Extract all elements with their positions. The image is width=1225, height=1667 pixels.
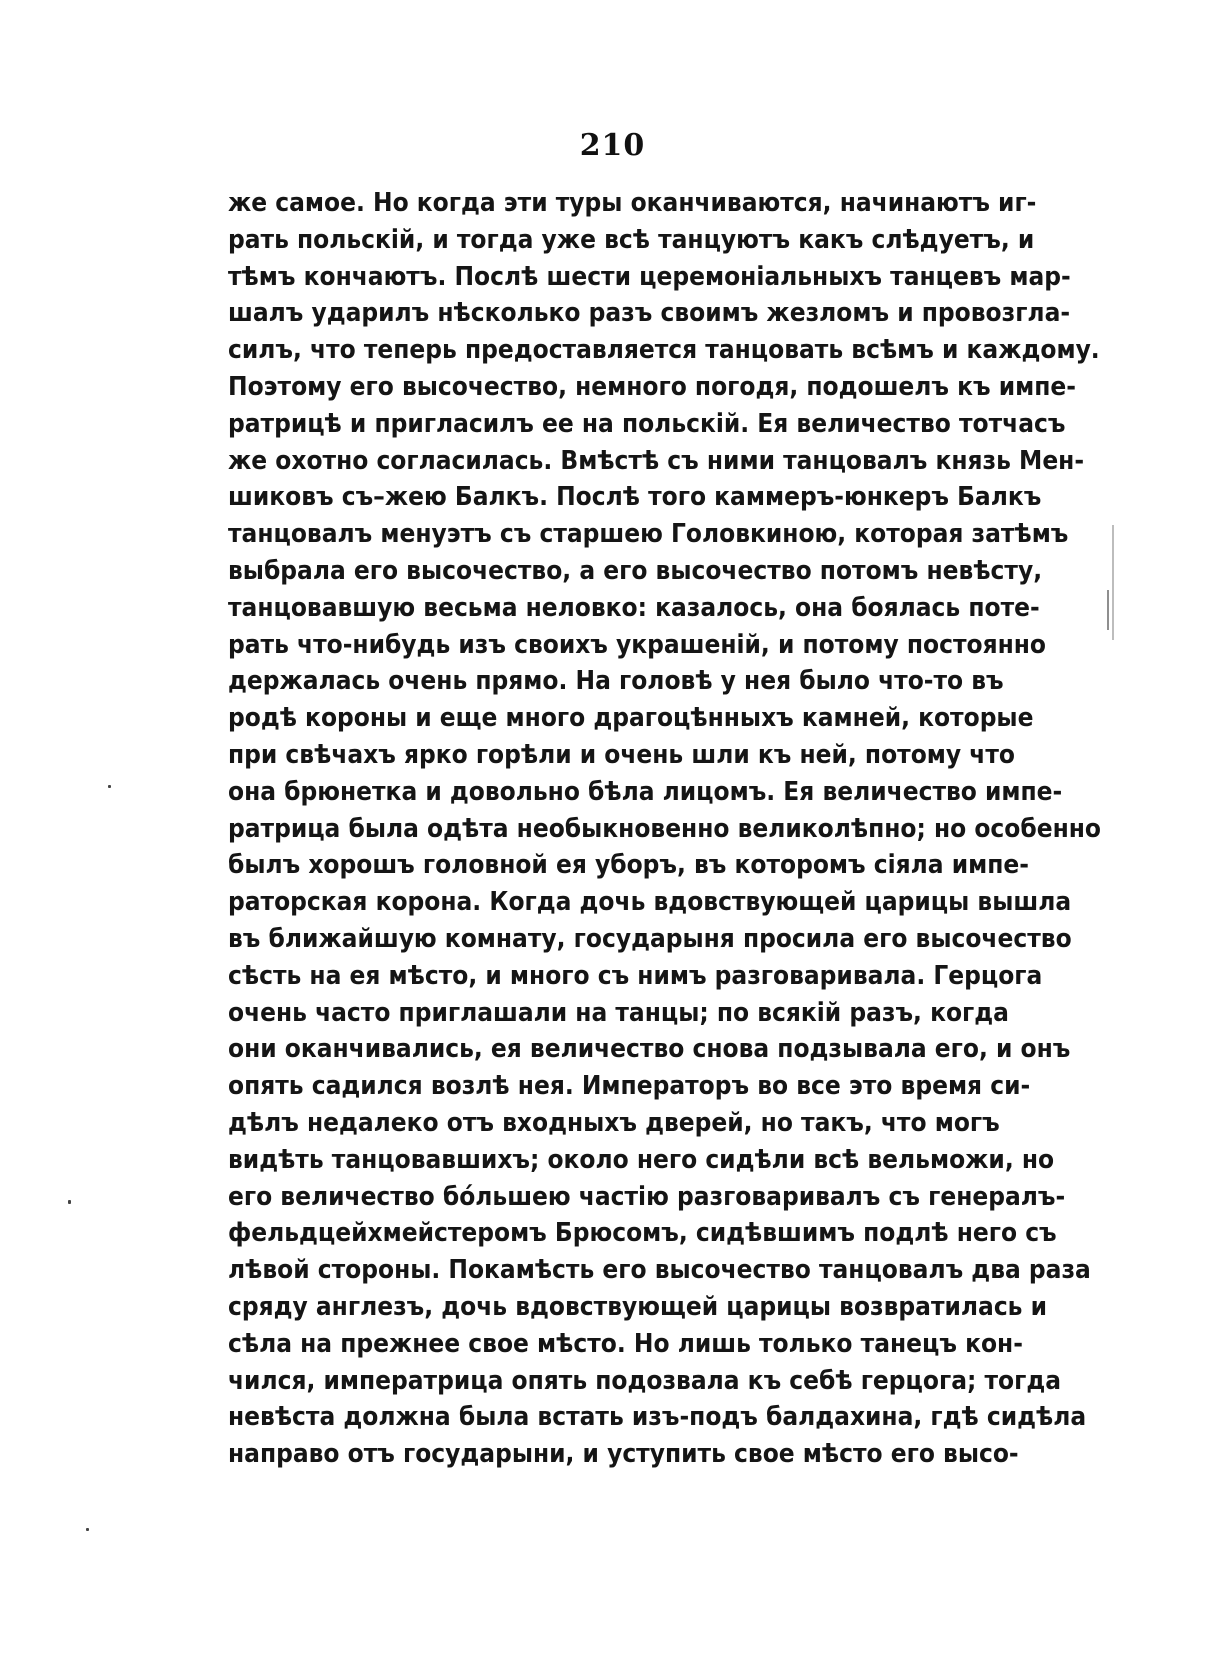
text-line: же охотно согласилась. Вмѣстѣ съ ними танцовалъ князь Мен- bbox=[228, 445, 1085, 476]
scan-speck bbox=[108, 785, 111, 788]
text-line: танцовалъ менуэтъ съ старшею Головкиною, которая затѣмъ bbox=[228, 519, 1069, 550]
text-line: выбрала его высочество, а его высочество потомъ невѣсту, bbox=[228, 555, 1043, 586]
text-line: лѣвой стороны. Покамѣсть его высочество танцовалъ два раза bbox=[228, 1255, 1091, 1286]
text-line: опять садился возлѣ нея. Императоръ во все это время си- bbox=[228, 1071, 1031, 1102]
text-line: танцовавшую весьма неловко: казалось, она боялась поте- bbox=[228, 592, 1040, 623]
text-line: видѣть танцовавшихъ; около него сидѣли всѣ вельможи, но bbox=[228, 1144, 1055, 1175]
text-line: рать что-нибудь изъ своихъ украшеній, и потому постоянно bbox=[228, 629, 1046, 660]
text-line: очень часто приглашали на танцы; по всякій разъ, когда bbox=[228, 997, 1009, 1028]
text-line: сѣла на прежнее свое мѣсто. Но лишь только танецъ кон- bbox=[228, 1328, 1023, 1359]
text-line: фельдцейхмейстеромъ Брюсомъ, сидѣвшимъ подлѣ него съ bbox=[228, 1218, 1057, 1249]
text-line: Поэтому его высочество, немного погодя, подошелъ къ импе- bbox=[228, 371, 1076, 402]
text-line: рать польскій, и тогда уже всѣ танцуютъ какъ слѣдуетъ, и bbox=[228, 224, 1035, 255]
text-line: же самое. Но когда эти туры оканчиваются, начинаютъ иг- bbox=[228, 188, 1037, 218]
text-line: сряду англезъ, дочь вдовствующей царицы возвратилась и bbox=[228, 1291, 1047, 1322]
body-text bbox=[228, 185, 1101, 1473]
text-line: шиковъ съ–жею Балкъ. Послѣ того каммеръ-юнкеръ Балкъ bbox=[228, 482, 1042, 513]
text-line: при свѣчахъ ярко горѣли и очень шли къ ней, потому что bbox=[228, 739, 1015, 770]
scan-speck bbox=[86, 1528, 89, 1531]
text-line: ратрица была одѣта необыкновенно великолѣпно; но особенно bbox=[228, 813, 1101, 844]
text-line: его величество бóльшею частію разговаривалъ съ генералъ- bbox=[228, 1181, 1066, 1212]
text-line: они оканчивались, ея величество снова подзывала его, и онъ bbox=[228, 1034, 1071, 1065]
scan-edge-line bbox=[1107, 590, 1109, 630]
text-line: былъ хорошъ головной ея уборъ, въ которомъ сіяла импе- bbox=[228, 850, 1029, 881]
text-line: невѣста должна была встать изъ-подъ балдахина, гдѣ сидѣла bbox=[228, 1402, 1087, 1433]
page-number: 210 bbox=[579, 128, 646, 163]
scan-edge-line bbox=[1112, 525, 1114, 640]
text-line: она брюнетка и довольно бѣла лицомъ. Ея величество импе- bbox=[228, 776, 1063, 807]
text-line: дѣлъ недалеко отъ входныхъ дверей, но такъ, что могъ bbox=[228, 1107, 1000, 1138]
text-line: родѣ короны и еще много драгоцѣнныхъ камней, которые bbox=[228, 703, 1034, 734]
text-line: тѣмъ кончаютъ. Послѣ шести церемоніальныхъ танцевъ мар- bbox=[228, 261, 1071, 292]
text-line: сѣсть на ея мѣсто, и много съ нимъ разговаривала. Герцога bbox=[228, 960, 1043, 991]
text-line: раторская корона. Когда дочь вдовствующей царицы вышла bbox=[228, 887, 1072, 918]
text-line: держалась очень прямо. На головѣ у нея было что-то въ bbox=[228, 666, 1004, 697]
text-line: чился, императрица опять подозвала къ себѣ герцога; тогда bbox=[228, 1365, 1061, 1396]
scan-speck bbox=[68, 1200, 71, 1204]
text-line: направо отъ государыни, и уступить свое мѣсто его высо- bbox=[228, 1439, 1019, 1470]
text-line: шалъ ударилъ нѣсколько разъ своимъ жезломъ и провозгла- bbox=[228, 298, 1071, 329]
text-line: силъ, что теперь предоставляется танцовать всѣмъ и каждому. bbox=[228, 335, 1100, 366]
text-line: въ ближайшую комнату, государыня просила его высочество bbox=[228, 923, 1072, 954]
text-line: ратрицѣ и пригласилъ ее на польскій. Ея величество тотчасъ bbox=[228, 408, 1066, 439]
